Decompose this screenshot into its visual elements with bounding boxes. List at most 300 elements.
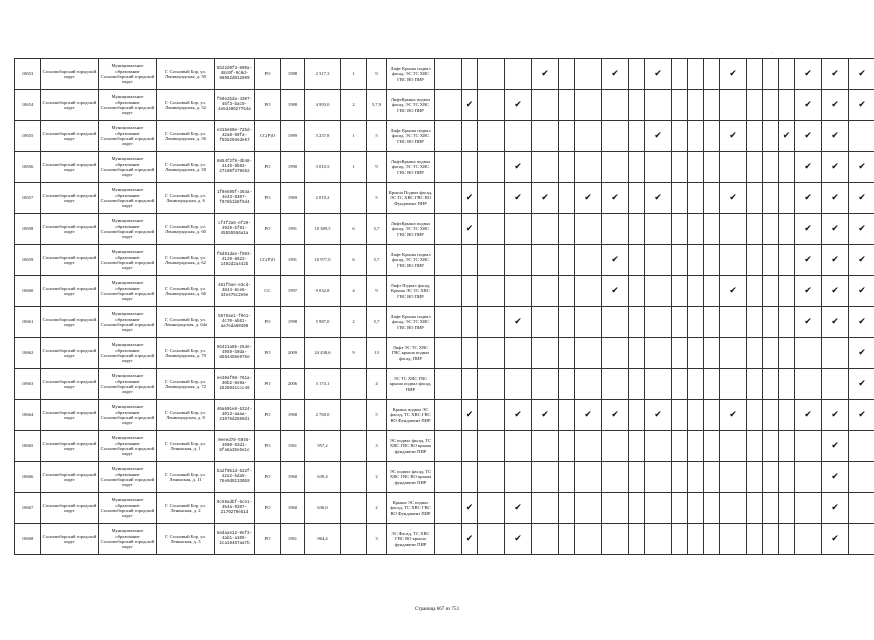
empty-cell bbox=[795, 493, 822, 524]
empty-cell bbox=[435, 90, 462, 121]
sections-cell: 4 bbox=[341, 276, 367, 307]
empty-cell bbox=[645, 524, 672, 555]
empty-cell bbox=[435, 307, 462, 338]
empty-cell bbox=[763, 462, 779, 493]
checkmark-icon: ✔ bbox=[822, 524, 849, 555]
address-cell: Г. Сосновый Бор, ул. Ленинградская, д. 50 bbox=[157, 59, 215, 90]
district-cell: Сосновоборский городской округ bbox=[41, 524, 99, 555]
category-cell: РО bbox=[255, 214, 281, 245]
checkmark-icon: ✔ bbox=[645, 121, 672, 152]
works-cell: Лифт Подвал фасад, Крыша ЭС ТС ХВС ГВС ВО ПИР bbox=[387, 276, 435, 307]
checkmark-icon: ✔ bbox=[795, 276, 822, 307]
district-cell: Сосновоборский городской округ bbox=[41, 462, 99, 493]
empty-cell bbox=[779, 462, 795, 493]
empty-cell bbox=[435, 462, 462, 493]
empty-cell bbox=[435, 493, 462, 524]
empty-cell bbox=[532, 121, 559, 152]
empty-cell bbox=[629, 338, 645, 369]
empty-cell bbox=[559, 369, 575, 400]
empty-cell bbox=[559, 431, 575, 462]
empty-cell bbox=[747, 245, 763, 276]
empty-cell bbox=[672, 183, 688, 214]
empty-cell bbox=[559, 59, 575, 90]
category-cell: РО bbox=[255, 183, 281, 214]
table-row bbox=[15, 59, 874, 90]
area-cell: 3 237,8 bbox=[305, 121, 341, 152]
empty-cell bbox=[532, 152, 559, 183]
house-code-cell: 461f5ae-e3cd-4844-8ce6-34e475c2e9e bbox=[215, 276, 255, 307]
empty-cell bbox=[688, 338, 704, 369]
floors-cell: 5,7,9 bbox=[367, 90, 387, 121]
house-code-cell: 6854f2f9-db48-4145-9b93-27106f379e52 bbox=[215, 152, 255, 183]
table-row bbox=[15, 245, 874, 276]
empty-cell bbox=[688, 214, 704, 245]
category-cell: РО bbox=[255, 524, 281, 555]
year-cell: 1998 bbox=[281, 307, 305, 338]
checkmark-icon: ✔ bbox=[462, 214, 478, 245]
empty-cell bbox=[575, 369, 602, 400]
checkmark-icon: ✔ bbox=[645, 400, 672, 431]
sections-cell bbox=[341, 431, 367, 462]
empty-cell bbox=[720, 338, 747, 369]
empty-cell bbox=[688, 493, 704, 524]
empty-cell bbox=[629, 59, 645, 90]
empty-cell bbox=[763, 245, 779, 276]
table-row bbox=[15, 90, 874, 121]
empty-cell bbox=[575, 524, 602, 555]
empty-cell bbox=[688, 59, 704, 90]
category-cell: РО bbox=[255, 400, 281, 431]
floors-cell: 5 bbox=[367, 400, 387, 431]
empty-cell bbox=[795, 462, 822, 493]
checkmark-icon: ✔ bbox=[505, 90, 532, 121]
district-cell: Сосновоборский городской округ bbox=[41, 152, 99, 183]
table-row bbox=[15, 152, 874, 183]
works-cell: Лифт Крыша подвал фасад, ЭС ТС ХВС ГВС ВО ПИР bbox=[387, 121, 435, 152]
empty-cell bbox=[602, 214, 629, 245]
empty-cell bbox=[688, 307, 704, 338]
empty-cell bbox=[629, 462, 645, 493]
empty-cell bbox=[779, 338, 795, 369]
municipality-cell: Муниципальное образование Сосновоборский городской округ bbox=[99, 214, 157, 245]
empty-cell bbox=[704, 307, 720, 338]
row-number: 10661 bbox=[15, 307, 41, 338]
municipality-cell: Муниципальное образование Сосновоборский городской округ bbox=[99, 307, 157, 338]
category-cell: РО bbox=[255, 462, 281, 493]
empty-cell bbox=[672, 90, 688, 121]
empty-cell bbox=[779, 400, 795, 431]
empty-cell bbox=[763, 152, 779, 183]
sections-cell: 6 bbox=[341, 245, 367, 276]
house-code-cell: 5edaae12-9ef3-4ab1-a109-2ca19467aa7b bbox=[215, 524, 255, 555]
district-cell: Сосновоборский городской округ bbox=[41, 338, 99, 369]
empty-cell bbox=[795, 338, 822, 369]
empty-cell bbox=[575, 59, 602, 90]
empty-cell bbox=[645, 307, 672, 338]
empty-cell bbox=[672, 524, 688, 555]
municipality-cell: Муниципальное образование Сосновоборский городской округ bbox=[99, 59, 157, 90]
empty-cell bbox=[505, 276, 532, 307]
empty-cell bbox=[478, 462, 505, 493]
empty-cell bbox=[688, 152, 704, 183]
municipality-cell: Муниципальное образование Сосновоборский городской округ bbox=[99, 152, 157, 183]
empty-cell bbox=[435, 400, 462, 431]
category-cell: РО bbox=[255, 152, 281, 183]
empty-cell bbox=[462, 307, 478, 338]
empty-cell bbox=[720, 524, 747, 555]
year-cell: 1960 bbox=[281, 493, 305, 524]
checkmark-icon: ✔ bbox=[795, 307, 822, 338]
house-code-cell: 1f0e595f-364a-4e43-8307-f078b1b8f5d4 bbox=[215, 183, 255, 214]
year-cell: 1960 bbox=[281, 462, 305, 493]
empty-cell bbox=[720, 462, 747, 493]
sections-cell bbox=[341, 462, 367, 493]
checkmark-icon: ✔ bbox=[720, 400, 747, 431]
year-cell: 1988 bbox=[281, 90, 305, 121]
checkmark-icon: ✔ bbox=[822, 245, 849, 276]
empty-cell bbox=[575, 276, 602, 307]
area-cell: 24 438,6 bbox=[305, 338, 341, 369]
row-number: 10668 bbox=[15, 524, 41, 555]
empty-cell bbox=[559, 307, 575, 338]
area-cell: 2 019,2 bbox=[305, 183, 341, 214]
empty-cell bbox=[575, 493, 602, 524]
empty-cell bbox=[629, 307, 645, 338]
empty-cell bbox=[747, 369, 763, 400]
empty-cell bbox=[559, 183, 575, 214]
municipality-cell: Муниципальное образование Сосновоборский городской округ bbox=[99, 245, 157, 276]
empty-cell bbox=[688, 524, 704, 555]
empty-cell bbox=[575, 307, 602, 338]
area-cell: 3 010,5 bbox=[305, 152, 341, 183]
row-number: 10663 bbox=[15, 369, 41, 400]
empty-cell bbox=[435, 431, 462, 462]
checkmark-icon: ✔ bbox=[822, 183, 849, 214]
category-cell: РО bbox=[255, 59, 281, 90]
empty-cell bbox=[462, 59, 478, 90]
checkmark-icon: ✔ bbox=[602, 183, 629, 214]
sections-cell bbox=[341, 183, 367, 214]
empty-cell bbox=[672, 462, 688, 493]
sections-cell bbox=[341, 400, 367, 431]
checkmark-icon: ✔ bbox=[849, 307, 874, 338]
district-cell: Сосновоборский городской округ bbox=[41, 307, 99, 338]
empty-cell bbox=[629, 276, 645, 307]
empty-cell bbox=[629, 493, 645, 524]
checkmark-icon: ✔ bbox=[795, 183, 822, 214]
table-row bbox=[15, 369, 874, 400]
empty-cell bbox=[435, 152, 462, 183]
corner-mark: , bbox=[772, 50, 774, 55]
works-cell: Лифт Крыша подвал фасад, ЭС ТС ХВС ГВС ВО ПИР bbox=[387, 245, 435, 276]
empty-cell bbox=[602, 493, 629, 524]
empty-cell bbox=[559, 524, 575, 555]
empty-cell bbox=[602, 307, 629, 338]
empty-cell bbox=[763, 121, 779, 152]
page-footer: Страница 667 из 753 bbox=[415, 607, 459, 612]
empty-cell bbox=[704, 462, 720, 493]
checkmark-icon: ✔ bbox=[849, 90, 874, 121]
area-cell: 10 977,0 bbox=[305, 245, 341, 276]
sections-cell: 2 bbox=[341, 90, 367, 121]
address-cell: Г. Сосновый Бор, ул. Ленинградская, д. 6 bbox=[157, 183, 215, 214]
empty-cell bbox=[688, 369, 704, 400]
empty-cell bbox=[763, 183, 779, 214]
area-cell: 2 317,3 bbox=[305, 59, 341, 90]
empty-cell bbox=[795, 524, 822, 555]
empty-cell bbox=[462, 369, 478, 400]
empty-cell bbox=[602, 369, 629, 400]
empty-cell bbox=[575, 431, 602, 462]
checkmark-icon: ✔ bbox=[822, 152, 849, 183]
empty-cell bbox=[602, 524, 629, 555]
works-cell: ЭС подвал фасад, ТС ХВС ГВС ВО крыша фундамент ПИР bbox=[387, 431, 435, 462]
municipality-cell: Муниципальное образование Сосновоборский городской округ bbox=[99, 276, 157, 307]
district-cell: Сосновоборский городской округ bbox=[41, 369, 99, 400]
district-cell: Сосновоборский городской округ bbox=[41, 90, 99, 121]
checkmark-icon: ✔ bbox=[849, 59, 874, 90]
row-number: 10662 bbox=[15, 338, 41, 369]
empty-cell bbox=[779, 369, 795, 400]
floors-cell: 5,7 bbox=[367, 245, 387, 276]
checkmark-icon: ✔ bbox=[720, 276, 747, 307]
empty-cell bbox=[478, 59, 505, 90]
table-row bbox=[15, 493, 874, 524]
municipality-cell: Муниципальное образование Сосновоборский городской округ bbox=[99, 369, 157, 400]
empty-cell bbox=[720, 307, 747, 338]
empty-cell bbox=[688, 462, 704, 493]
empty-cell bbox=[629, 431, 645, 462]
checkmark-icon: ✔ bbox=[505, 307, 532, 338]
checkmark-icon: ✔ bbox=[849, 245, 874, 276]
empty-cell bbox=[688, 276, 704, 307]
checkmark-icon: ✔ bbox=[532, 183, 559, 214]
checkmark-icon: ✔ bbox=[849, 152, 874, 183]
house-code-cell: cf4f3a5-ef29-4929-bf91-45555556a1a bbox=[215, 214, 255, 245]
empty-cell bbox=[602, 121, 629, 152]
empty-cell bbox=[532, 276, 559, 307]
program-table bbox=[14, 58, 874, 555]
empty-cell bbox=[462, 121, 478, 152]
empty-cell bbox=[747, 214, 763, 245]
empty-cell bbox=[688, 121, 704, 152]
empty-cell bbox=[747, 338, 763, 369]
empty-cell bbox=[435, 245, 462, 276]
empty-cell bbox=[462, 276, 478, 307]
table-row bbox=[15, 338, 874, 369]
year-cell: 1961 bbox=[281, 524, 305, 555]
address-cell: Г. Сосновый Бор, ул. Ленинградская, д. 64а bbox=[157, 307, 215, 338]
checkmark-icon: ✔ bbox=[795, 214, 822, 245]
area-cell: 3 173,1 bbox=[305, 369, 341, 400]
empty-cell bbox=[763, 369, 779, 400]
empty-cell bbox=[704, 400, 720, 431]
checkmark-icon: ✔ bbox=[849, 369, 874, 400]
municipality-cell: Муниципальное образование Сосновоборский городской округ bbox=[99, 338, 157, 369]
empty-cell bbox=[629, 400, 645, 431]
year-cell: 1988 bbox=[281, 59, 305, 90]
empty-cell bbox=[478, 524, 505, 555]
empty-cell bbox=[559, 493, 575, 524]
empty-cell bbox=[720, 214, 747, 245]
area-cell: 639,4 bbox=[305, 462, 341, 493]
empty-cell bbox=[849, 524, 874, 555]
empty-cell bbox=[629, 90, 645, 121]
works-cell: Крыша ЭС подвал фасад, ТС ХВС ГВС ВО Фундамент ПИР bbox=[387, 493, 435, 524]
empty-cell bbox=[478, 214, 505, 245]
checkmark-icon: ✔ bbox=[575, 183, 602, 214]
empty-cell bbox=[747, 152, 763, 183]
empty-cell bbox=[435, 59, 462, 90]
floors-cell: 2 bbox=[367, 493, 387, 524]
empty-cell bbox=[849, 462, 874, 493]
empty-cell bbox=[704, 338, 720, 369]
floors-cell: 13 bbox=[367, 338, 387, 369]
sections-cell bbox=[341, 369, 367, 400]
row-number: 10655 bbox=[15, 121, 41, 152]
municipality-cell: Муниципальное образование Сосновоборский городской округ bbox=[99, 493, 157, 524]
municipality-cell: Муниципальное образование Сосновоборский городской округ bbox=[99, 462, 157, 493]
checkmark-icon: ✔ bbox=[822, 462, 849, 493]
empty-cell bbox=[505, 59, 532, 90]
empty-cell bbox=[763, 90, 779, 121]
category-cell: СС(Р)О bbox=[255, 121, 281, 152]
empty-cell bbox=[747, 90, 763, 121]
empty-cell bbox=[532, 431, 559, 462]
empty-cell bbox=[720, 493, 747, 524]
empty-cell bbox=[478, 493, 505, 524]
works-cell: Крыша подвал ЭС фасад, ТС ХВС ГВС ВО Фундамент ПИР bbox=[387, 400, 435, 431]
empty-cell bbox=[704, 369, 720, 400]
floors-cell: 4 bbox=[367, 369, 387, 400]
floors-cell: 9 bbox=[367, 152, 387, 183]
empty-cell bbox=[462, 152, 478, 183]
table-row bbox=[15, 214, 874, 245]
empty-cell bbox=[478, 183, 505, 214]
house-code-cell: 9c59adbf-6ce1-454a-9397-2170279eb1d bbox=[215, 493, 255, 524]
empty-cell bbox=[602, 90, 629, 121]
category-cell: РО bbox=[255, 431, 281, 462]
empty-cell bbox=[629, 214, 645, 245]
empty-cell bbox=[505, 214, 532, 245]
empty-cell bbox=[720, 369, 747, 400]
empty-cell bbox=[688, 400, 704, 431]
empty-cell bbox=[602, 338, 629, 369]
category-cell: РО bbox=[255, 338, 281, 369]
works-cell: ЛифтКрыша подвал фасад, ЭС ТС ХВС ГВС ВО ПИР bbox=[387, 152, 435, 183]
empty-cell bbox=[763, 214, 779, 245]
empty-cell bbox=[688, 245, 704, 276]
empty-cell bbox=[849, 431, 874, 462]
works-cell: Лифт Крыша подвал фасад, ЭС ТС ХВС ГВС ВО ПИР bbox=[387, 59, 435, 90]
empty-cell bbox=[779, 183, 795, 214]
checkmark-icon: ✔ bbox=[645, 59, 672, 90]
empty-cell bbox=[559, 462, 575, 493]
checkmark-icon: ✔ bbox=[462, 400, 478, 431]
floors-cell: 3 bbox=[367, 524, 387, 555]
year-cell: 1968 bbox=[281, 400, 305, 431]
house-code-cell: 0eeed78-5945-4990-93d1-6fa6a35e5e1c bbox=[215, 431, 255, 462]
empty-cell bbox=[532, 493, 559, 524]
empty-cell bbox=[629, 152, 645, 183]
empty-cell bbox=[704, 121, 720, 152]
sections-cell bbox=[341, 493, 367, 524]
empty-cell bbox=[720, 90, 747, 121]
floors-cell: 5 bbox=[367, 183, 387, 214]
district-cell: Сосновоборский городской округ bbox=[41, 214, 99, 245]
category-cell: РО bbox=[255, 369, 281, 400]
district-cell: Сосновоборский городской округ bbox=[41, 59, 99, 90]
address-cell: Г. Сосновый Бор, ул. Ленинская, д. 1 bbox=[157, 431, 215, 462]
address-cell: Г. Сосновый Бор, ул. Ленинская, д. 2 bbox=[157, 493, 215, 524]
empty-cell bbox=[763, 400, 779, 431]
empty-cell bbox=[559, 214, 575, 245]
empty-cell bbox=[559, 121, 575, 152]
empty-cell bbox=[575, 152, 602, 183]
address-cell: Г. Сосновый Бор, ул. Ленинградская, д. 66 bbox=[157, 276, 215, 307]
empty-cell bbox=[672, 152, 688, 183]
address-cell: Г. Сосновый Бор, ул. Ленинградская, д. 58 bbox=[157, 152, 215, 183]
empty-cell bbox=[849, 493, 874, 524]
works-cell: ЭС подвал фасад, ТС ХВС ГВС ВО крыша фундамент ПИР bbox=[387, 462, 435, 493]
table-row bbox=[15, 400, 874, 431]
checkmark-icon: ✔ bbox=[462, 183, 478, 214]
checkmark-icon: ✔ bbox=[795, 245, 822, 276]
empty-cell bbox=[645, 245, 672, 276]
empty-cell bbox=[645, 276, 672, 307]
empty-cell bbox=[672, 245, 688, 276]
district-cell: Сосновоборский городской округ bbox=[41, 400, 99, 431]
empty-cell bbox=[629, 369, 645, 400]
floors-cell: 5,7 bbox=[367, 307, 387, 338]
checkmark-icon: ✔ bbox=[720, 121, 747, 152]
empty-cell bbox=[704, 90, 720, 121]
municipality-cell: Муниципальное образование Сосновоборский городской округ bbox=[99, 431, 157, 462]
works-cell: Лифт Крыша подвал фасад, ЭС ТС ХВС ГВС ВО ПИР bbox=[387, 307, 435, 338]
checkmark-icon: ✔ bbox=[795, 400, 822, 431]
area-cell: 2 760,0 bbox=[305, 400, 341, 431]
empty-cell bbox=[763, 276, 779, 307]
empty-cell bbox=[462, 338, 478, 369]
empty-cell bbox=[478, 307, 505, 338]
year-cell: 1997 bbox=[281, 276, 305, 307]
table-row bbox=[15, 183, 874, 214]
empty-cell bbox=[645, 462, 672, 493]
empty-cell bbox=[602, 431, 629, 462]
floors-cell: 3 bbox=[367, 431, 387, 462]
checkmark-icon: ✔ bbox=[822, 59, 849, 90]
works-cell: Крыша Подвал фасад, ЭС ТС ХВС ГВС ВО Фундамент ПИР bbox=[387, 183, 435, 214]
empty-cell bbox=[747, 59, 763, 90]
municipality-cell: Муниципальное образование Сосновоборский городской округ bbox=[99, 400, 157, 431]
works-cell: ЭС ТС ХВС ГВС крыша подвал фасад, ПИР bbox=[387, 369, 435, 400]
address-cell: Г. Сосновый Бор, ул. Ленинградская, д. 70 bbox=[157, 338, 215, 369]
empty-cell bbox=[779, 152, 795, 183]
category-cell: СС(Р)О bbox=[255, 245, 281, 276]
row-number: 10660 bbox=[15, 276, 41, 307]
sections-cell: 9 bbox=[341, 338, 367, 369]
empty-cell bbox=[532, 369, 559, 400]
empty-cell bbox=[747, 276, 763, 307]
empty-cell bbox=[763, 307, 779, 338]
empty-cell bbox=[435, 183, 462, 214]
sections-cell: 1 bbox=[341, 152, 367, 183]
row-number: 10664 bbox=[15, 400, 41, 431]
empty-cell bbox=[763, 59, 779, 90]
empty-cell bbox=[849, 121, 874, 152]
checkmark-icon: ✔ bbox=[575, 400, 602, 431]
empty-cell bbox=[478, 90, 505, 121]
